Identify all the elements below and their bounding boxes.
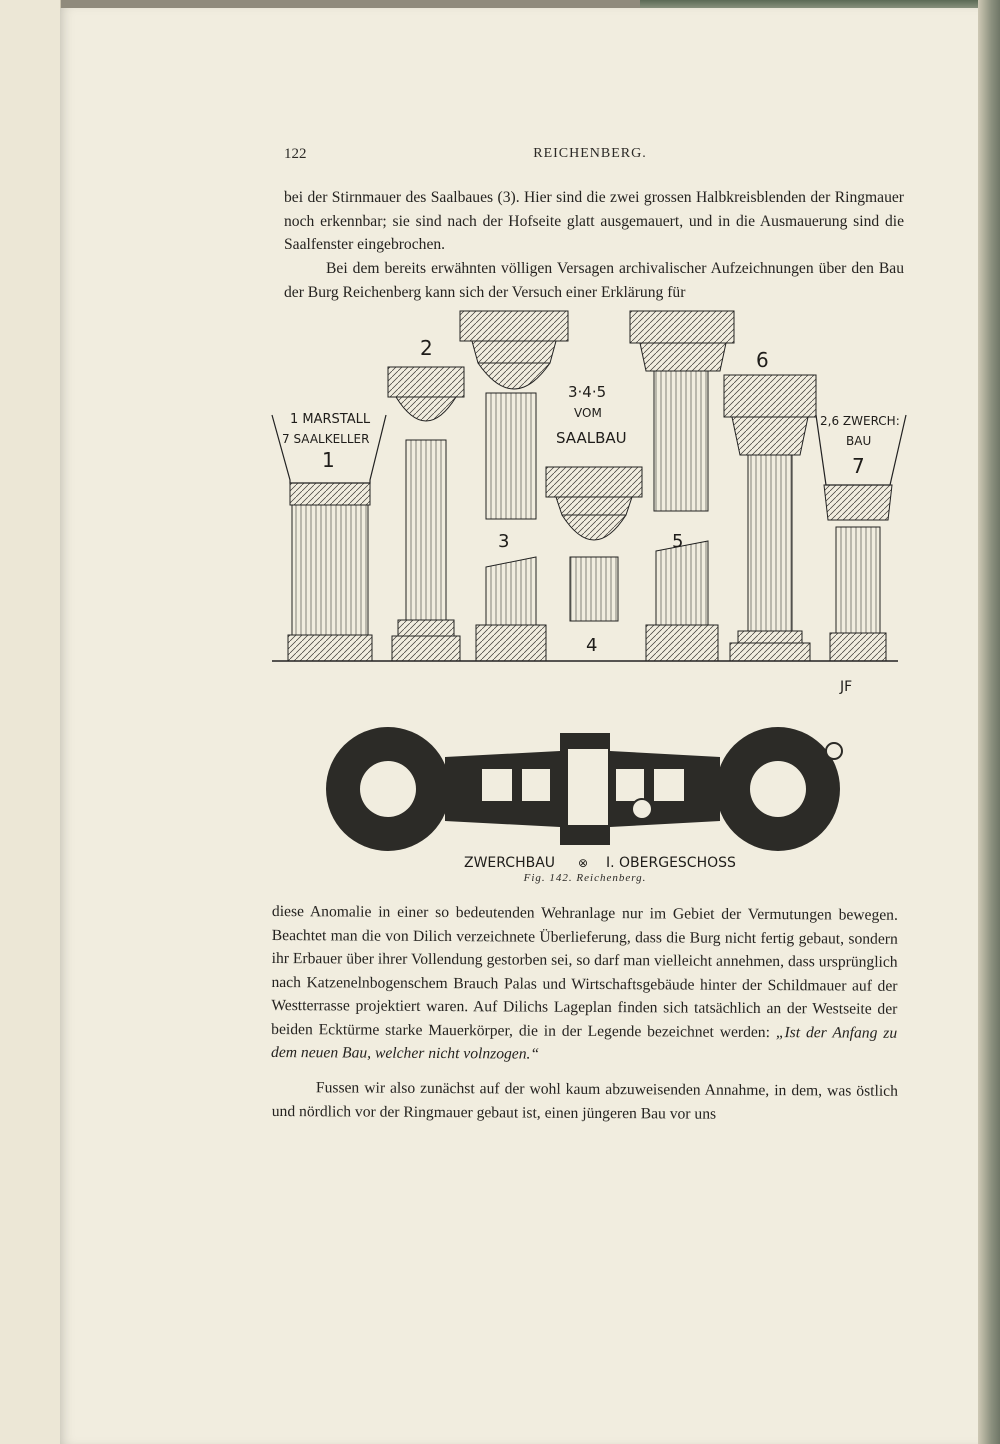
running-title: REICHENBERG. (533, 146, 647, 161)
floor-plan-zwerchbau (326, 727, 842, 851)
paragraph: Fussen wir also zunächst auf der wohl kaum abzuweisenden Annahme, in dem, was östlich und nördlich vor der Ringmauer gebaut ist, einen jüngeren Bau vor uns (271, 1079, 898, 1123)
column-number: 7 (852, 454, 865, 478)
page-edge (0, 0, 15, 1444)
label-zwerch: 2,6 ZWERCH: (820, 414, 900, 428)
artist-monogram: JF (840, 679, 853, 695)
page-edge (42, 0, 61, 1444)
column-5-drawing (630, 311, 734, 661)
page-edge (28, 0, 43, 1444)
column-number: 4 (586, 635, 598, 656)
page-edge (14, 0, 29, 1444)
figure-142 (260, 305, 910, 895)
running-header (284, 146, 896, 170)
paragraph (271, 900, 898, 1068)
label-bau: BAU (846, 434, 872, 448)
column-4-drawing (546, 467, 642, 621)
quotation: „Ist der Anfang zu dem neuen Bau, welcher nicht volnzogen.“ (271, 1023, 898, 1063)
plan-label-separator: ⊗ (578, 856, 589, 870)
label-saalkeller: 7 SAALKELLER (282, 432, 370, 446)
plan-label-right: I. OBERGESCHOSS (606, 855, 736, 870)
plan-label-left: ZWERCHBAU (464, 855, 556, 870)
column-6-drawing (724, 375, 816, 661)
book-cover-edge (978, 0, 1000, 1444)
paragraph: bei der Stirnmauer des Saalbaues (3). Hier sind die zwei grossen Halbkreisblenden der Ringmauer noch erkennbar; sie sind nach der Hofseite glatt ausgemauert, und in die Ausmauerung sind die Saalfenster eingebrochen. (284, 189, 904, 253)
column-number: 6 (756, 348, 769, 372)
label-vom: VOM (574, 406, 602, 420)
paragraph-text: diese Anomalie in einer so bedeutenden Wehranlage nur im Gebiet der Vermutungen bewegen. Beachtet man die von Dilich verzeichnete Überlieferung, dass die Burg nicht fertig gebaut, sondern ihr Erbauer über ihrer Vollendung gestorben sei, so darf man vielleicht annehmen, dass ursprünglich nach Katzenelnbogenschem Brauch Palas und Wirtschaftsgebäude hinter der Schildmauer auf der Westterrasse projektiert waren. Auf Dilichs Lageplan finden sich tatsächlich an der Westseite der beiden Ecktürme starke Mauerkörper, die in der Legende bezeichnet werden: (271, 902, 898, 1041)
column-number: 5 (672, 531, 684, 552)
page-number: 122 (284, 146, 307, 162)
column-2-drawing (388, 367, 464, 661)
column-number: 3 (498, 531, 510, 552)
column-drawings-and-plan (260, 305, 910, 870)
figure-caption: Fig. 142. Reichenberg. (523, 872, 647, 884)
label-marstall: 1 MARSTALL (290, 412, 371, 427)
label-saalbau: SAALBAU (556, 429, 627, 447)
paragraph: Bei dem bereits erwähnten völligen Versagen archivalischer Aufzeichnungen über den Bau der Burg Reichenberg kann sich der Versuch einer Erklärung für (284, 260, 904, 301)
label-columns-345: 3·4·5 (568, 383, 607, 401)
column-number: 1 (322, 448, 335, 472)
column-number: 2 (420, 336, 433, 360)
column-7-drawing (816, 415, 906, 661)
